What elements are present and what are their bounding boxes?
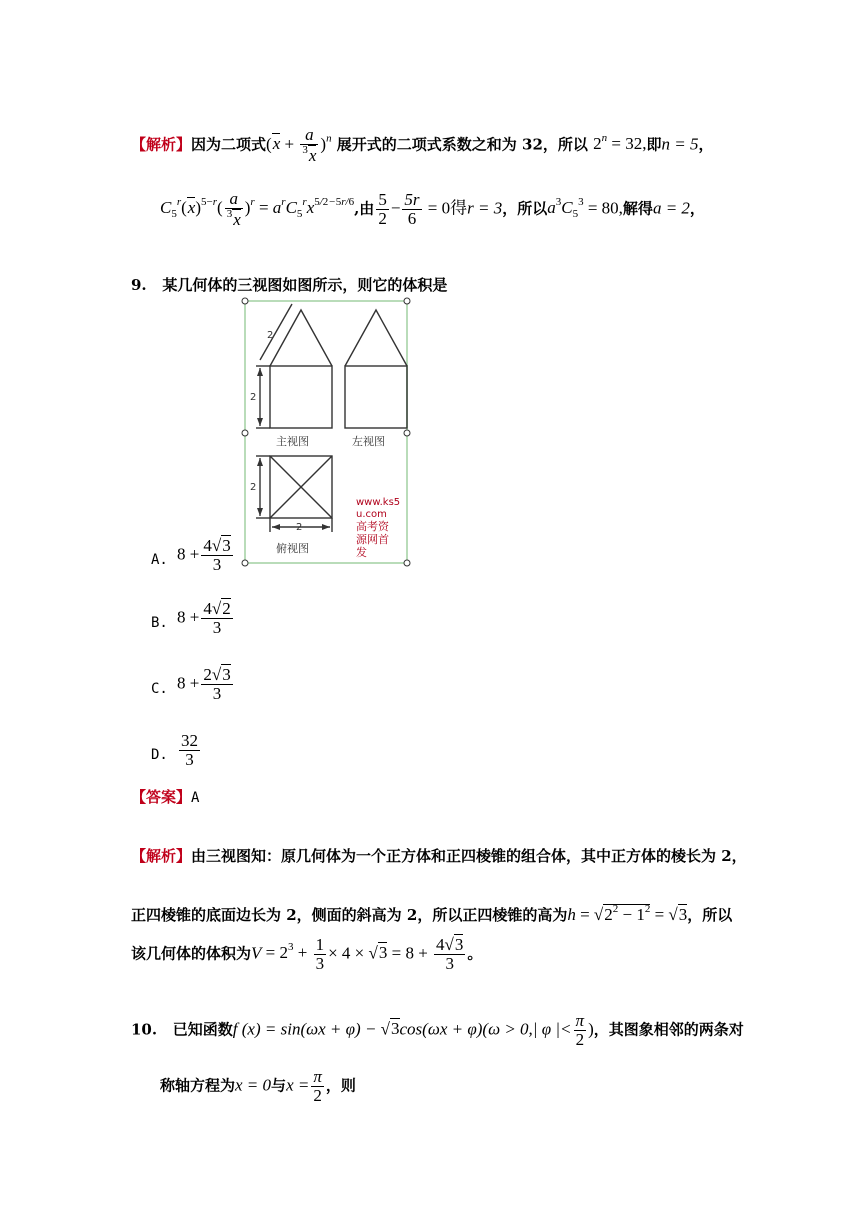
dim-label-slant: 2 [267, 330, 274, 341]
q9-analysis-line1: 【解析】由三视图知：原几何体为一个正方体和正四棱锥的组合体，其中正方体的棱长为 2， [131, 847, 747, 865]
dim-label-top: 2 [250, 482, 257, 493]
q9-analysis-line3: 该几何体的体积为$V = 2^3$ + $\frac{1}{3}$ × 4 × √3 = 8 + $\frac{4√3}{3}$ 。 [131, 935, 483, 973]
watermark-text2: 源网首 [356, 533, 389, 546]
analysis-tag: 【解析】 [131, 847, 192, 865]
p8-analysis-line2: $C_5^r(x)^{5-r}$( $\frac{a}{^3x}$ )$^r = a^rC_5^rx^{5/2-5r/6}$,由 $\frac{5}{2}$ − $\frac{5r}{6}$ = 0得r = 3，所以$a^3C_5^3 = 80$,解得a = 2， [160, 189, 705, 229]
front-view-label: 主视图 [276, 435, 309, 448]
answer-tag: 【答案】 [131, 788, 192, 806]
front-view-triangle [270, 310, 332, 366]
watermark-url2: u.com [356, 509, 387, 520]
watermark-text3: 发 [356, 546, 367, 559]
watermark-text1: 高考资 [356, 520, 389, 533]
dim-label-bottom: 2 [296, 522, 303, 533]
q10-stem-line2: 称轴方程为x = 0与x = $\frac{\pi}{2}$ ，则 [160, 1067, 356, 1105]
front-view-square [270, 366, 332, 428]
three-view-figure [240, 296, 412, 568]
dim-label-front: 2 [250, 392, 257, 403]
top-view-label: 俯视图 [276, 542, 309, 555]
left-view-label: 左视图 [352, 435, 385, 448]
q9-analysis-line2: 正四棱锥的底面边长为 2，侧面的斜高为 2，所以正四棱锥的高为$h = √2^2 - 1^2 = √3$，所以 [131, 903, 733, 924]
q9-stem: 9. 某几何体的三视图如图所示，则它的体积是 [131, 276, 448, 294]
q10-stem-line1: 10. 已知函数f (x) = sin(ωx + φ) − √3cos(ωx + φ)(ω > 0,| φ |< $\frac{\pi}{2}$ )，其图象相邻的两条对 [131, 1011, 744, 1049]
q9-answer: 【答案】A [131, 788, 200, 806]
watermark-url1: www.ks5 [356, 497, 401, 508]
analysis-tag: 【解析】 [131, 135, 192, 154]
left-view-square [345, 366, 407, 428]
left-view-triangle [345, 310, 407, 366]
p8-analysis-line1: 【解析】因为二项式(x + $\frac{a}{^3x}$ )$^n$ 展开式的二项式系数之和为 32，所以 $2^n = 32$,即n = 5， [131, 125, 714, 165]
